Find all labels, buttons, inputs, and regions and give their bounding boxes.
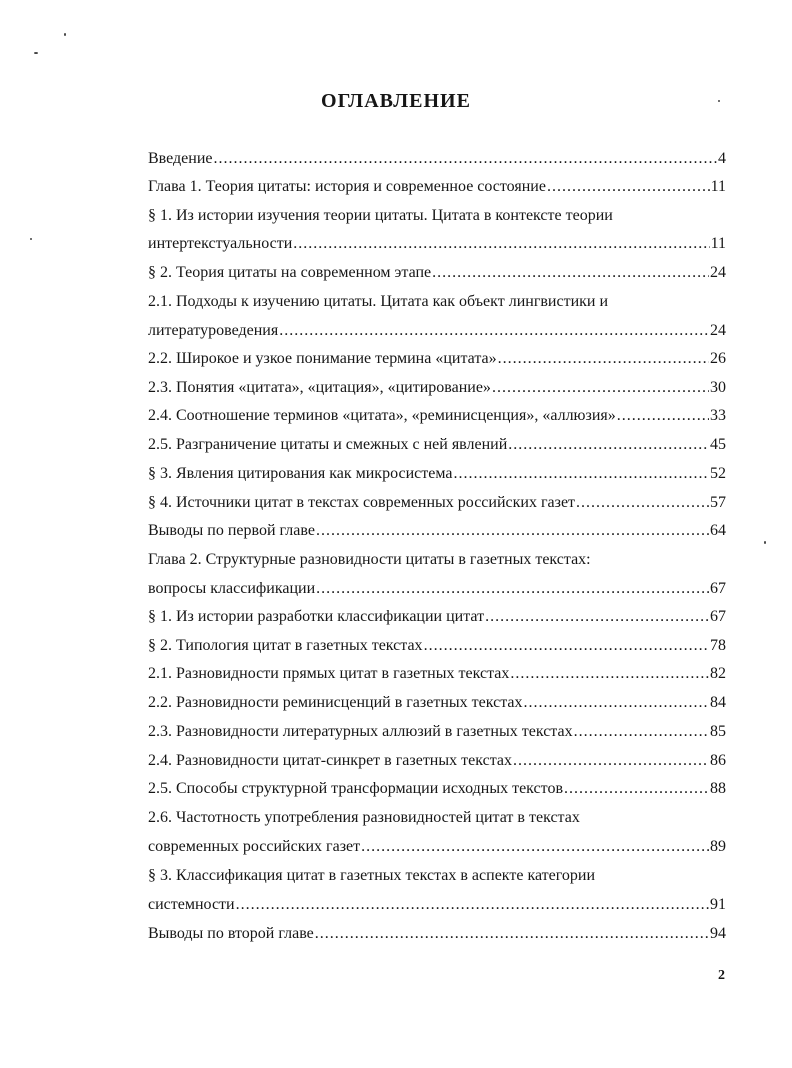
dot-leader — [424, 635, 709, 657]
toc-entry-text: Выводы по второй главе — [148, 925, 314, 942]
toc-entry — [148, 606, 726, 628]
toc-entry — [148, 721, 726, 743]
toc-entry-page: 88 — [710, 780, 726, 797]
toc-entry-page: 11 — [710, 178, 726, 195]
toc-entry — [148, 778, 726, 800]
toc-entry-text: 2.3. Понятия «цитата», «цитация», «цитирование» — [148, 379, 491, 396]
toc-entry — [148, 923, 726, 945]
toc-entry — [148, 205, 726, 227]
toc-entry-page: 64 — [710, 522, 726, 539]
toc-entry — [148, 434, 726, 456]
dot-leader — [617, 405, 709, 427]
toc-entry — [148, 262, 726, 284]
toc-entry-page: 67 — [710, 608, 726, 625]
toc-entry-page: 30 — [710, 379, 726, 396]
toc-entry-text: Глава 1. Теория цитаты: история и современное состояние — [148, 178, 546, 195]
toc-entry-text: § 1. Из истории изучения теории цитаты. Цитата в контексте теории — [148, 207, 613, 224]
toc-entry-text: § 2. Типология цитат в газетных текстах — [148, 637, 423, 654]
toc-entry — [148, 663, 726, 685]
toc-entry-page: 4 — [718, 150, 726, 167]
toc-entry — [148, 377, 726, 399]
toc-entry — [148, 233, 726, 255]
dot-leader — [453, 463, 709, 485]
dot-leader — [316, 520, 709, 542]
toc-entry — [148, 836, 726, 858]
toc-entry-text: 2.4. Разновидности цитат-синкрет в газетных текстах — [148, 752, 512, 769]
toc-entry — [148, 520, 726, 542]
toc-entry-text: 2.1. Разновидности прямых цитат в газетных текстах — [148, 665, 510, 682]
toc-entry-page: 84 — [710, 694, 726, 711]
toc-entry-text: 2.6. Частотность употребления разновидностей цитат в текстах — [148, 809, 580, 826]
toc-entry — [148, 405, 726, 427]
toc-entry-page: 45 — [710, 436, 726, 453]
dot-leader — [510, 663, 709, 685]
toc-entry-page: 89 — [710, 838, 726, 855]
toc-entry — [148, 692, 726, 714]
toc-entry-text: системности — [148, 896, 235, 913]
toc-entry-page: 94 — [710, 925, 726, 942]
toc-entry-text: § 3. Классификация цитат в газетных текстах в аспекте категории — [148, 867, 596, 884]
toc-entry — [148, 578, 726, 600]
toc-entry-text: 2.4. Соотношение терминов «цитата», «реминисценция», «аллюзия» — [148, 407, 616, 424]
page-title: ОГЛАВЛЕНИЕ — [321, 90, 471, 112]
page-number: 2 — [718, 968, 725, 983]
toc-entry-page: 86 — [710, 752, 726, 769]
toc-entry — [148, 807, 726, 829]
toc-entry-page: 11 — [710, 235, 726, 252]
toc-entry-page: 33 — [710, 407, 726, 424]
toc-entry — [148, 176, 726, 198]
toc-entry-text: § 3. Явления цитирования как микросистема — [148, 465, 453, 482]
dot-leader — [524, 692, 710, 714]
toc-entry — [148, 635, 726, 657]
toc-entry-page: 24 — [710, 322, 726, 339]
dot-leader — [492, 377, 709, 399]
dot-leader — [508, 434, 709, 456]
dot-leader — [315, 923, 709, 945]
dot-leader — [547, 176, 710, 198]
toc-entry-text: Введение — [148, 150, 213, 167]
toc-entry — [148, 348, 726, 370]
toc-entry-text: Выводы по первой главе — [148, 522, 315, 539]
dot-leader — [316, 578, 709, 600]
toc-entry-page: 24 — [710, 264, 726, 281]
dot-leader — [485, 606, 709, 628]
dot-leader — [361, 836, 709, 858]
toc-entry-page: 85 — [710, 723, 726, 740]
toc-entry-text: § 4. Источники цитат в текстах современных российских газет — [148, 494, 576, 511]
toc-entry-page: 78 — [710, 637, 726, 654]
toc-entry — [148, 492, 726, 514]
toc-entry-text: 2.3. Разновидности литературных аллюзий в газетных текстах — [148, 723, 573, 740]
dot-leader — [574, 721, 709, 743]
toc-entry-page: 26 — [710, 350, 726, 367]
dot-leader — [432, 262, 709, 284]
toc-entry — [148, 865, 726, 887]
toc-entry-text: интертекстуальности — [148, 235, 293, 252]
dot-leader — [498, 348, 709, 370]
toc-entry-page: 67 — [710, 580, 726, 597]
toc-entry — [148, 320, 726, 342]
toc-entry-text: 2.2. Разновидности реминисценций в газетных текстах — [148, 694, 523, 711]
toc-entry — [148, 549, 726, 571]
toc-entry-page: 52 — [710, 465, 726, 482]
toc-entry-text: 2.5. Разграничение цитаты и смежных с ней явлений — [148, 436, 508, 453]
toc-entry-text: вопросы классификации — [148, 580, 316, 597]
dot-leader — [214, 148, 718, 170]
toc-entry-text: 2.1. Подходы к изучению цитаты. Цитата как объект лингвистики и — [148, 293, 609, 310]
toc-entry — [148, 463, 726, 485]
dot-leader — [236, 894, 709, 916]
toc-entry-text: литературоведения — [148, 322, 279, 339]
toc-entry — [148, 291, 726, 313]
toc-entry-text: 2.2. Широкое и узкое понимание термина «цитата» — [148, 350, 497, 367]
toc-entry — [148, 750, 726, 772]
toc-entry-text: § 2. Теория цитаты на современном этапе — [148, 264, 432, 281]
toc-entry-text: современных российских газет — [148, 838, 361, 855]
dot-leader — [293, 233, 709, 255]
toc-entry — [148, 894, 726, 916]
dot-leader — [513, 750, 709, 772]
toc-entry-page: 57 — [710, 494, 726, 511]
dot-leader — [279, 320, 709, 342]
toc-entry-text: 2.5. Способы структурной трансформации исходных текстов — [148, 780, 563, 797]
toc-entry — [148, 148, 726, 170]
toc-entry-page: 82 — [710, 665, 726, 682]
toc-entry-text: § 1. Из истории разработки классификации цитат — [148, 608, 485, 625]
toc-entry-text: Глава 2. Структурные разновидности цитаты в газетных текстах: — [148, 551, 591, 568]
dot-leader — [564, 778, 709, 800]
dot-leader — [576, 492, 709, 514]
toc-entry-page: 91 — [710, 896, 726, 913]
